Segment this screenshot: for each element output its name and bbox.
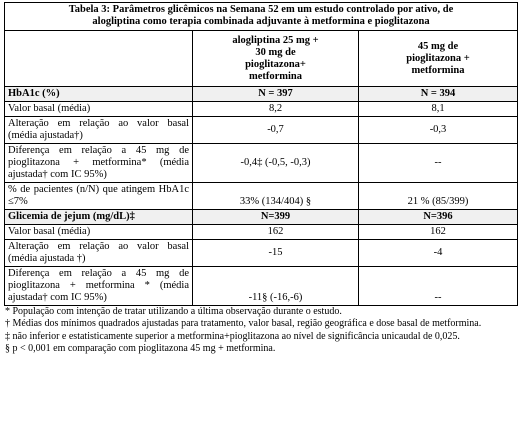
table-row (5, 117, 518, 144)
row-value-col2: -- (359, 267, 518, 306)
row-label: Alteração em relação ao valor basal (média ajustada †) (5, 240, 193, 267)
row-value-col2: -4 (359, 240, 518, 267)
row-value-col1: 33% (134/404) § (193, 183, 359, 210)
row-value-col1: -0,7 (193, 117, 359, 144)
table-row (5, 183, 518, 210)
row-value-col2: 21 % (85/399) (359, 183, 518, 210)
row-label: Valor basal (média) (5, 225, 193, 240)
row-value-col2: 8,1 (359, 102, 518, 117)
row-value-col2: 162 (359, 225, 518, 240)
column-header-alogliptin (193, 31, 359, 87)
col2-line2: pioglitazona + (406, 52, 470, 64)
section-label: Glicemia de jejum (mg/dL)‡ (5, 210, 193, 225)
column-header-pioglitazone (359, 31, 518, 87)
header-empty-cell (5, 31, 193, 87)
col2-line3: metformina (411, 64, 465, 76)
section-n-col2: N = 394 (359, 87, 518, 102)
table-row (5, 144, 518, 183)
document (4, 2, 517, 355)
row-label: Diferença em relação a 45 mg de pioglitazona + metformina* (média ajustada† com IC 95%) (5, 144, 193, 183)
caption-line-1: Tabela 3: Parâmetros glicêmicos na Semana 52 em um estudo controlado por ativo, de (68, 4, 454, 15)
footnote-3: ‡ não inferior e estatisticamente superior a metformina+pioglitazona ao nível de significância unicaudal de 0,025. (5, 330, 460, 342)
glycemic-parameters-table (4, 2, 518, 306)
row-value-col1: 162 (193, 225, 359, 240)
col1-line1: alogliptina 25 mg + (232, 34, 319, 46)
footnote-1: * População com intenção de tratar utilizando a última observação durante o estudo. (5, 306, 342, 317)
table-caption-row (5, 3, 518, 31)
section-n-col2: N=396 (359, 210, 518, 225)
section-n-col1: N=399 (193, 210, 359, 225)
row-label: Alteração em relação ao valor basal (média ajustada†) (5, 117, 193, 144)
table-row (5, 267, 518, 306)
footnote-2: † Médias dos mínimos quadrados ajustadas para tratamento, valor basal, região geográfica e dose basal de metformina. (5, 318, 482, 330)
section-n-col1: N = 397 (193, 87, 359, 102)
table-caption (5, 3, 518, 31)
row-label: Valor basal (média) (5, 102, 193, 117)
section-label: HbA1c (%) (5, 87, 193, 102)
column-header-row (5, 31, 518, 87)
caption-line-2: alogliptina como terapia combinada adjuvante à metformina e pioglitazona (92, 16, 430, 27)
row-value-col1: -15 (193, 240, 359, 267)
footnote-4: § p < 0,001 em comparação com pioglitazona 45 mg + metformina. (5, 342, 276, 354)
row-value-col1: 8,2 (193, 102, 359, 117)
footnotes (4, 306, 517, 355)
col1-line2: 30 mg de (255, 46, 296, 58)
row-label: % de pacientes (n/N) que atingem HbA1c ≤7% (5, 183, 193, 210)
row-value-col2: -- (359, 144, 518, 183)
col1-line4: metformina (248, 70, 303, 82)
table-row (5, 225, 518, 240)
col1-line3: pioglitazona+ (245, 58, 306, 70)
section-row-hba1c (5, 87, 518, 102)
row-label: Diferença em relação a 45 mg de pioglitazona + metformina * (média ajustada† com IC 95%) (5, 267, 193, 306)
row-value-col1: -0,4‡ (-0,5, -0,3) (193, 144, 359, 183)
table-row (5, 240, 518, 267)
section-row-fasting-glucose (5, 210, 518, 225)
table-row (5, 102, 518, 117)
col2-line1: 45 mg de (417, 40, 459, 52)
row-value-col1: -11§ (-16,-6) (193, 267, 359, 306)
row-value-col2: -0,3 (359, 117, 518, 144)
